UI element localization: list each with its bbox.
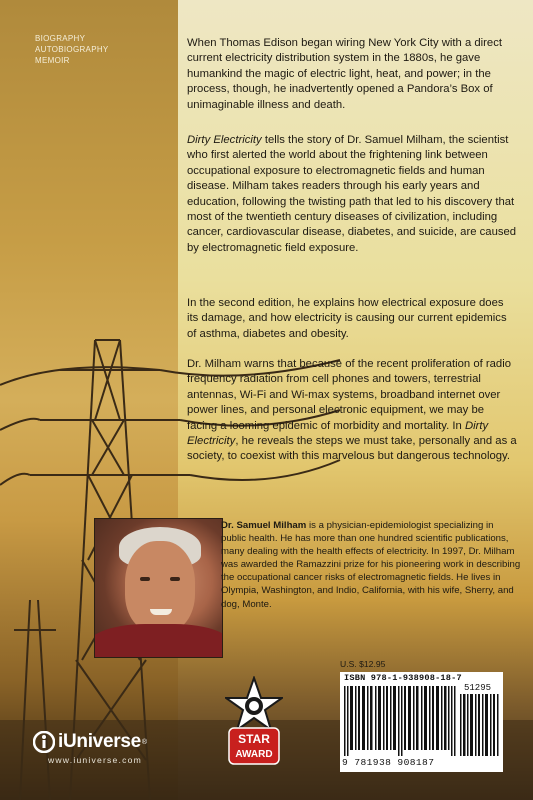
barcode-panel (340, 672, 503, 772)
author-eye (170, 577, 180, 581)
author-bio-text: is a physician-epidemiologist specializing in public health. He has more than one hundred scientific publications, many dealing with the health effects of electricity. In 1997, Dr. Milham was awarded the Ramazzini prize for his pioneering work in describing the occupational cancer risks of electromagnetic fields. He lives in Olympia, Washington, and Indio, California, with his wife, Sherry, and dog, Monte. (221, 520, 521, 610)
iuniverse-logo-icon (33, 731, 55, 753)
barcode-addon-number: 51295 (464, 683, 492, 693)
author-name: Dr. Samuel Milham (221, 520, 307, 531)
book-title-italic: Dirty Electricity (187, 419, 489, 448)
paragraph-text: , he reveals the steps we must take, personally and as a society, to coexist with this marvelous but dangerous technology. (187, 435, 517, 463)
author-photo (94, 518, 223, 658)
award-line-2: AWARD (235, 749, 273, 760)
author-eye (140, 577, 150, 581)
publisher-name: iUniverse (58, 731, 141, 752)
author-mouth (150, 609, 172, 615)
description-paragraph-2 (187, 133, 517, 256)
genre-item: MEMOIR (35, 56, 70, 65)
registered-mark: ® (141, 738, 148, 746)
genre-list (35, 33, 109, 66)
price-label: U.S. $12.95 (340, 659, 386, 669)
isbn-text: ISBN 978-1-938908-18-7 (344, 673, 462, 683)
author-face (125, 541, 195, 633)
barcode-main (344, 686, 456, 756)
genre-item: AUTOBIOGRAPHY (35, 45, 109, 54)
paragraph-text: Dr. Milham warns that because of the recent proliferation of radio frequency radiation from cell phones and towers, terrestrial antennas, Wi-Fi and Wi-max systems, broadband internet over power lines, and personal electronic equipment, we may be facing a looming epidemic of morbidity and mortality. In (187, 358, 512, 432)
barcode-ean-number: 9 781938 908187 (342, 757, 435, 768)
paragraph-text: tells the story of Dr. Samuel Milham, the scientist who first alerted the world about the frightening link between occupational exposure to electromagnetic fields and human disease. Milham takes readers through his early years and education, following the twisting path that led to his discovery that most of the twentieth century diseases of civilization, including cancer, cardiovascular disease, diabetes, and suicide, are caused by electromagnetic field exposure. (187, 134, 517, 254)
publisher-url: www.iuniverse.com (48, 755, 142, 765)
star-award-badge (225, 676, 283, 768)
description-paragraph-4 (187, 357, 517, 465)
genre-item: BIOGRAPHY (35, 34, 86, 43)
barcode-addon (460, 694, 500, 756)
author-shirt (94, 624, 223, 658)
award-line-1: STAR (238, 732, 270, 746)
author-bio (221, 519, 521, 611)
book-title-italic: Dirty Electricity (187, 134, 262, 146)
description-paragraph-1: When Thomas Edison began wiring New York City with a direct current electricity distribution system in the 1880s, he gave humankind the magic of electric light, heat, and power; in the process, though, he inadvertently opened a Pandora’s Box of unimaginable illness and death. (187, 37, 502, 111)
publisher-logo (33, 730, 147, 754)
description-paragraph-3: In the second edition, he explains how electrical exposure does its damage, and how electricity is causing our current epidemics of asthma, diabetes and obesity. (187, 297, 507, 340)
